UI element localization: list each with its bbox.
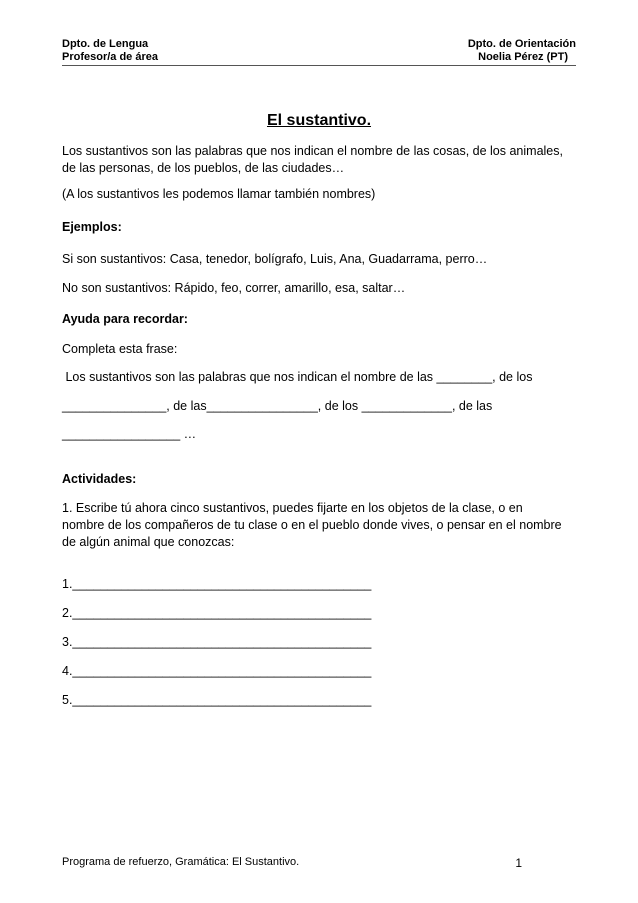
page-footer bbox=[62, 856, 576, 868]
examples-heading: Ejemplos: bbox=[62, 220, 122, 234]
page-number: 1 bbox=[515, 856, 522, 870]
activities-heading: Actividades: bbox=[62, 472, 137, 486]
header-department-right: Dpto. de Orientación bbox=[467, 38, 576, 50]
answer-line: 1.___________________________________________ bbox=[62, 577, 372, 591]
footer-text: Programa de refuerzo, Gramática: El Sustantivo. bbox=[62, 856, 300, 868]
note-text: (A los sustantivos les podemos llamar también nombres) bbox=[62, 187, 376, 201]
intro-line-2: de las personas, de los pueblos, de las ciudades… bbox=[62, 161, 345, 175]
example-no: No son sustantivos: Rápido, feo, correr, amarillo, esa, saltar… bbox=[62, 281, 406, 295]
example-yes: Si son sustantivos: Casa, tenedor, bolígrafo, Luis, Ana, Guadarrama, perro… bbox=[62, 252, 488, 266]
answer-line: 3.___________________________________________ bbox=[62, 635, 372, 649]
header-department-left: Dpto. de Lengua bbox=[62, 38, 149, 50]
fill-line-3: _________________ … bbox=[62, 427, 197, 441]
answer-line: 4.___________________________________________ bbox=[62, 664, 372, 678]
page-title: El sustantivo. bbox=[266, 112, 372, 129]
activity-1-line-2: nombre de los compañeros de tu clase o en el pueblo donde vives, o pensar en el nombre bbox=[62, 518, 562, 532]
help-heading: Ayuda para recordar: bbox=[62, 312, 188, 326]
header-left bbox=[62, 38, 158, 64]
intro-line-1: Los sustantivos son las palabras que nos indican el nombre de las cosas, de los animales, bbox=[62, 144, 563, 158]
header-divider bbox=[62, 65, 576, 66]
activity-1-line-3: de algún animal que conozcas: bbox=[62, 535, 235, 549]
activity-1-line-1: 1. Escribe tú ahora cinco sustantivos, puedes fijarte en los objetos de la clase, o en bbox=[62, 501, 523, 515]
header-author: Noelia Pérez (PT) bbox=[478, 51, 568, 63]
answer-line: 5.___________________________________________ bbox=[62, 693, 372, 707]
header-right bbox=[468, 38, 576, 64]
answer-line: 2.___________________________________________ bbox=[62, 606, 372, 620]
fill-line-1: Los sustantivos son las palabras que nos indican el nombre de las ________, de los bbox=[62, 370, 533, 384]
help-instruction: Completa esta frase: bbox=[62, 342, 178, 356]
fill-line-2: _______________, de las________________, de los _____________, de las bbox=[62, 399, 493, 413]
header-teacher: Profesor/a de área bbox=[62, 51, 158, 63]
